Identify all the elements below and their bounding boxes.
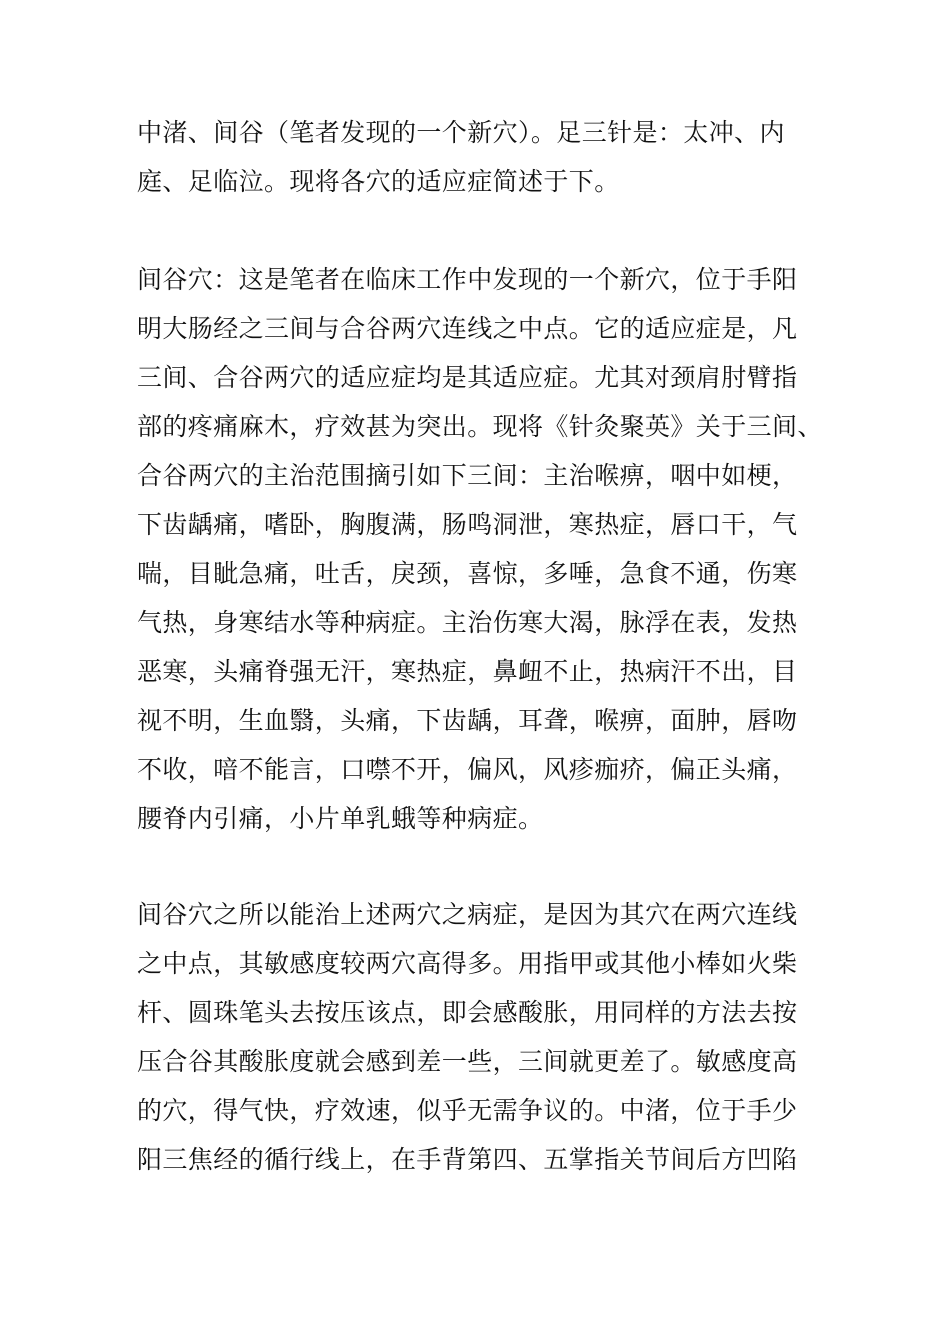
text-line: 视不明，生血翳，头痛，下齿龋，耳聋，喉痹，面肿，唇吻 (137, 706, 798, 735)
text-line: 喘，目眦急痛，吐舌，戾颈，喜惊，多唾，急食不通，伤寒 (137, 559, 798, 588)
text-line: 恶寒，头痛脊强无汗，寒热症，鼻衄不止，热病汗不出，目 (137, 657, 798, 686)
text-line: 气热，身寒结水等种病症。主治伤寒大渴，脉浮在表，发热 (137, 608, 798, 637)
text-line: 压合谷其酸胀度就会感到差一些，三间就更差了。敏感度高 (137, 1047, 798, 1076)
text-line: 杆、圆珠笔头去按压该点，即会感酸胀，用同样的方法去按 (137, 998, 798, 1027)
text-line: 不收，喑不能言，口噤不开，偏风，风疹痂疥，偏正头痛， (137, 755, 798, 784)
text-line: 庭、足临泣。现将各穴的适应症简述于下。 (137, 167, 620, 196)
text-line: 间谷穴之所以能治上述两穴之病症，是因为其穴在两穴连线 (137, 900, 798, 929)
text-line: 腰脊内引痛，小片单乳蛾等种病症。 (137, 804, 544, 833)
text-line: 下齿龋痛，嗜卧，胸腹满，肠鸣洞泄，寒热症，唇口干，气 (137, 510, 798, 539)
text-line: 间谷穴：这是笔者在临床工作中发现的一个新穴，位于手阳 (137, 265, 798, 294)
text-line: 阳三焦经的循行线上，在手背第四、五掌指关节间后方凹陷 (137, 1145, 798, 1174)
text-line: 合谷两穴的主治范围摘引如下三间：主治喉痹，咽中如梗， (137, 461, 798, 490)
text-line: 三间、合谷两穴的适应症均是其适应症。尤其对颈肩肘臂指 (137, 363, 798, 392)
text-line: 部的疼痛麻木，疗效甚为突出。现将《针灸聚英》关于三间、 (137, 412, 823, 441)
text-line: 的穴，得气快，疗效速，似乎无需争议的。中渚，位于手少 (137, 1096, 798, 1125)
text-line: 之中点，其敏感度较两穴高得多。用指甲或其他小棒如火柴 (137, 949, 798, 978)
text-line: 中渚、间谷（笔者发现的一个新穴）。足三针是：太冲、内 (137, 118, 785, 147)
text-line: 明大肠经之三间与合谷两穴连线之中点。它的适应症是，凡 (137, 314, 798, 343)
